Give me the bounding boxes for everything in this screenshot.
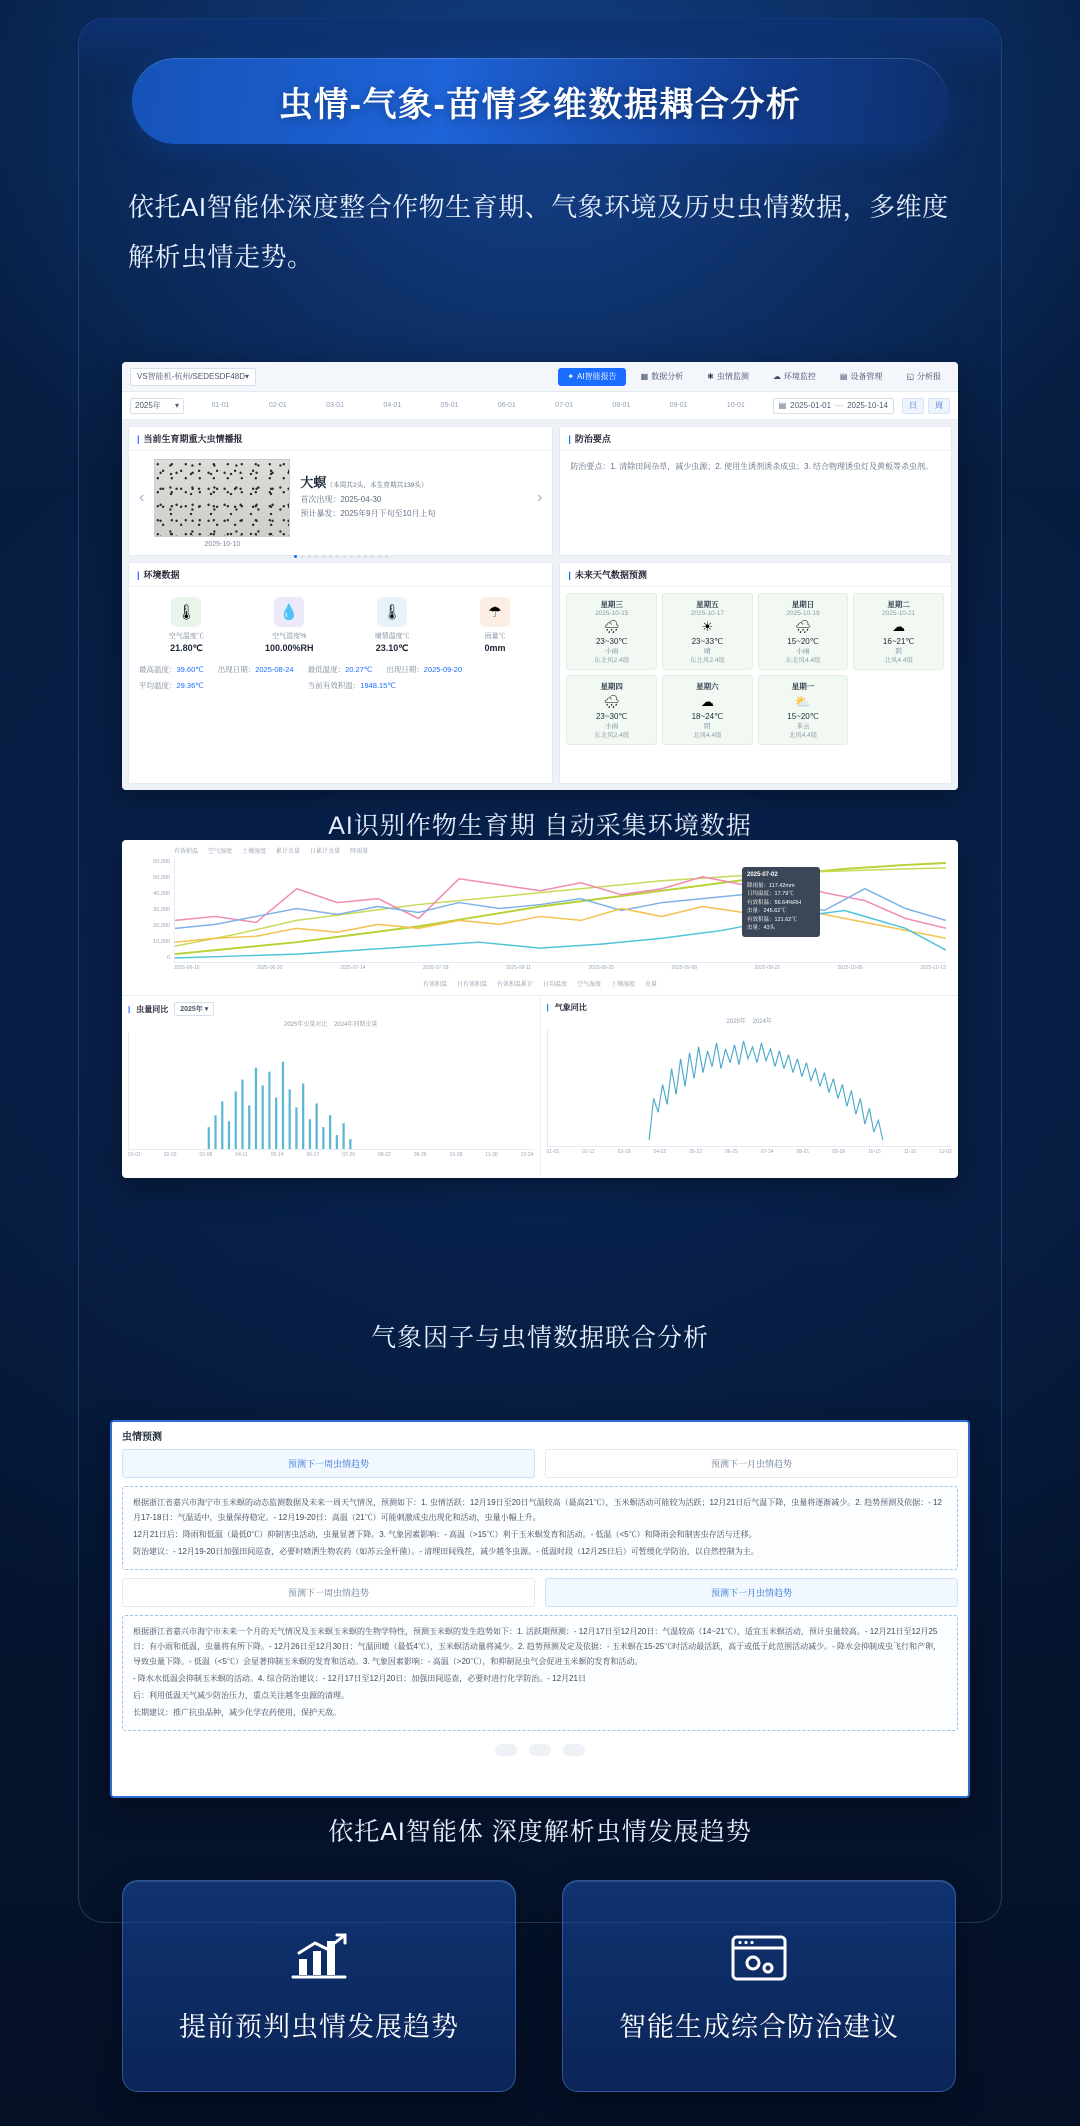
weather-comparison-legend bbox=[547, 1016, 953, 1025]
forecast-tabs-row2 bbox=[112, 1578, 968, 1607]
wind: 东北风4.4级 bbox=[785, 657, 821, 664]
pest-info bbox=[300, 476, 527, 521]
wind: 北风4.4级 bbox=[693, 732, 722, 739]
max-temp-date-label: 出现日期： bbox=[217, 665, 256, 674]
x-tick: 02-11 bbox=[582, 1149, 595, 1155]
tooltip-key: 降雨量： bbox=[747, 882, 770, 889]
weather-days bbox=[560, 587, 951, 751]
forecast-tabs-row1 bbox=[112, 1449, 968, 1478]
y-tick: 0 bbox=[166, 955, 170, 961]
metric-value: 0mm bbox=[484, 643, 506, 653]
weather-line-svg bbox=[548, 1029, 953, 1146]
x-tick: 02-03 bbox=[163, 1152, 177, 1158]
tooltip-key: 日均温度： bbox=[747, 891, 775, 897]
tab-week-forecast[interactable]: 预测下一周虫情趋势 bbox=[122, 1449, 535, 1478]
weekday: 星期日 bbox=[791, 600, 815, 609]
x-tick: 2025-10-06 bbox=[837, 965, 863, 971]
x-tick: 10-28 bbox=[449, 1152, 463, 1158]
weekday: 星期二 bbox=[887, 600, 910, 609]
pest-photo-date: 2025-10-10 bbox=[204, 541, 241, 548]
legend-item: 降雨量 bbox=[350, 849, 369, 855]
x-tick: 04-11 bbox=[235, 1152, 248, 1158]
rain-icon: 🌧 bbox=[603, 694, 620, 709]
environment-title: | 环境数据 bbox=[129, 563, 552, 587]
outbreak-label: 预计暴发： bbox=[300, 508, 341, 518]
legend-item: 2024年同期虫量 bbox=[334, 1022, 378, 1028]
pest-broadcast-card bbox=[128, 426, 553, 556]
chart-legend-top bbox=[128, 846, 952, 855]
min-temp-value: 20.27℃ bbox=[345, 665, 373, 674]
tooltip-key: 有效积温： bbox=[747, 916, 775, 923]
legend-item: 有效积温 bbox=[174, 849, 199, 855]
wind: 东北风2.4级 bbox=[594, 732, 630, 739]
x-tick: 12-02 bbox=[939, 1149, 952, 1155]
tab-week-forecast-2[interactable]: 预测下一周虫情趋势 bbox=[122, 1578, 535, 1607]
range-dash: — bbox=[835, 401, 844, 410]
temp-range: 23~30℃ bbox=[595, 712, 628, 721]
y-tick: 10,000 bbox=[153, 939, 170, 945]
accum-temp-label: 当前有效积温： bbox=[307, 681, 361, 690]
pest-name: 大螟 bbox=[300, 474, 327, 490]
legend-item[interactable]: 日有效积温 bbox=[456, 982, 487, 988]
metric-label: 雨量℃ bbox=[484, 633, 506, 640]
avg-temp-value: 29.36℃ bbox=[176, 681, 204, 690]
temp-range: 15~20℃ bbox=[787, 637, 819, 646]
timeline-ticks bbox=[192, 402, 765, 409]
sparkle-icon: ✦ bbox=[567, 372, 575, 381]
wind: 东北风2.4级 bbox=[689, 657, 725, 664]
pest-bar-svg bbox=[129, 1032, 534, 1149]
tooltip-value: 56.64%RH bbox=[774, 899, 802, 906]
weather-day bbox=[566, 593, 657, 670]
forecast-para: - 降水水低温会抑制玉米螟的活动。4. 综合防治建议：- 12月17日至12月20日：加强田间巡查，必要时进行化学防治。- 12月21日 bbox=[133, 1674, 586, 1683]
environment-metrics bbox=[129, 587, 552, 658]
x-tick: 2025-09-08 bbox=[671, 965, 698, 971]
device-manage-button[interactable] bbox=[831, 368, 892, 386]
caption-shot1: AI识别作物生育期 自动采集环境数据 bbox=[328, 812, 752, 840]
legend-item: 2025年虫量对比 bbox=[284, 1022, 328, 1028]
pest-year-select[interactable]: 2025年 ▾ bbox=[174, 1002, 214, 1016]
weather-title: | 未来天气数据预测 bbox=[560, 563, 951, 587]
device-manage-label: 设备管理 bbox=[850, 372, 883, 381]
metric-value: 23.10℃ bbox=[375, 643, 409, 653]
pest-comparison-panel bbox=[122, 996, 540, 1177]
tick: 01-01 bbox=[211, 402, 230, 409]
metric-soil-temp bbox=[341, 597, 444, 654]
chart-legend-bottom bbox=[128, 979, 952, 988]
pest-broadcast-body bbox=[129, 451, 552, 548]
ai-report-label: AI智能报告 bbox=[577, 372, 617, 381]
timeline-bar bbox=[122, 392, 958, 420]
page-title bbox=[132, 58, 948, 144]
temp-range: 16~21℃ bbox=[882, 637, 915, 646]
placeholder-chip[interactable] bbox=[563, 1744, 585, 1756]
screenshot-dashboard bbox=[122, 362, 958, 790]
weather-x-labels bbox=[547, 1149, 953, 1155]
legend-item: 2024年 bbox=[752, 1019, 772, 1025]
partly-cloudy-icon: ⛅ bbox=[794, 694, 812, 709]
date: 2025-10-21 bbox=[882, 610, 916, 617]
rain-icon: 🌧 bbox=[794, 619, 812, 634]
month-forecast-text bbox=[122, 1615, 958, 1731]
humidity-icon: 💧 bbox=[274, 597, 304, 627]
pest-bar-chart bbox=[128, 1032, 534, 1150]
x-tick: 2025-10-13 bbox=[920, 965, 946, 971]
caption-shot2: 气象因子与虫情数据联合分析 bbox=[370, 1324, 709, 1352]
x-tick: 11-10 bbox=[903, 1149, 917, 1155]
quick-week-button[interactable]: 周 bbox=[928, 398, 950, 414]
pest-x-labels bbox=[128, 1152, 534, 1158]
tooltip-key: 虫量： bbox=[747, 925, 764, 931]
accum-temp-value: 1948.15℃ bbox=[360, 681, 396, 690]
x-tick: 06-25 bbox=[724, 1149, 738, 1155]
dashboard-body bbox=[122, 420, 958, 790]
y-tick: 60,000 bbox=[153, 859, 170, 865]
data-analysis-label: 数据分析 bbox=[651, 372, 684, 381]
x-tick: 01-01 bbox=[128, 1152, 141, 1158]
rain-icon: ☂ bbox=[480, 597, 510, 627]
data-analysis-button[interactable] bbox=[632, 368, 693, 386]
x-tick: 10-15 bbox=[868, 1149, 881, 1155]
x-tick: 01-01 bbox=[546, 1149, 560, 1155]
condition: 多云 bbox=[796, 723, 810, 730]
pest-comparison-header bbox=[128, 1002, 534, 1016]
x-tick: 05-14 bbox=[270, 1152, 284, 1158]
legend-item[interactable]: 日均温度 bbox=[542, 982, 567, 988]
trend-up-chart-icon bbox=[284, 1929, 354, 1987]
y-tick: 30,000 bbox=[153, 907, 170, 913]
condition: 晴 bbox=[704, 648, 711, 655]
x-tick: 2025-07-28 bbox=[422, 965, 449, 971]
dashboard-left-column bbox=[128, 426, 553, 784]
avg-temp-label: 平均温度： bbox=[139, 681, 177, 690]
metric-label: 空气湿度% bbox=[272, 633, 307, 640]
week-forecast-text bbox=[122, 1486, 958, 1570]
tooltip-date: 2025-07-02 bbox=[747, 872, 778, 878]
x-tick: 12-24 bbox=[520, 1152, 534, 1158]
weather-day bbox=[758, 593, 849, 670]
legend-item: 2025年 bbox=[726, 1019, 746, 1025]
min-temp-date-value: 2025-09-20 bbox=[423, 665, 463, 674]
carousel-prev-icon[interactable]: ‹ bbox=[139, 489, 145, 506]
soil-temp-icon: 🌡 bbox=[377, 597, 407, 627]
weather-forecast-card bbox=[559, 562, 952, 784]
tooltip-value: 117.42mm bbox=[769, 882, 795, 889]
report-icon: ◱ bbox=[906, 372, 914, 381]
tab-month-forecast-2[interactable]: 预测下一月虫情趋势 bbox=[545, 1578, 958, 1607]
legend-item[interactable]: 空气湿度 bbox=[577, 982, 602, 988]
x-tick: 08-21 bbox=[796, 1149, 810, 1155]
tooltip-value: 43头 bbox=[763, 925, 776, 931]
first-seen-label: 首次出现： bbox=[300, 494, 341, 504]
temp-range: 23~30℃ bbox=[595, 637, 628, 646]
sun-icon: ☀ bbox=[701, 619, 714, 634]
pest-comparison-legend bbox=[128, 1019, 534, 1028]
tick: 07-01 bbox=[555, 402, 574, 409]
date-range-picker[interactable] bbox=[773, 398, 894, 414]
condition: 小雨 bbox=[796, 648, 810, 655]
x-tick: 09-25 bbox=[413, 1152, 427, 1158]
thermometer-icon: 🌡 bbox=[171, 597, 201, 627]
x-tick: 03-08 bbox=[199, 1152, 213, 1158]
x-axis-labels bbox=[174, 965, 946, 977]
device-select[interactable] bbox=[130, 368, 256, 386]
y-axis-left bbox=[128, 859, 172, 977]
tick: 04-01 bbox=[383, 402, 402, 409]
x-tick: 07-24 bbox=[760, 1149, 774, 1155]
outbreak-value: 2025年9月下旬至10月上旬 bbox=[340, 508, 436, 518]
weather-day bbox=[853, 593, 944, 670]
max-temp-label: 最高温度： bbox=[139, 665, 177, 674]
x-tick: 11-30 bbox=[485, 1152, 498, 1158]
date: 2025-10-19 bbox=[786, 610, 820, 617]
prevention-card bbox=[559, 426, 952, 556]
feature-card-advice-label: 智能生成综合防治建议 bbox=[619, 2011, 899, 2042]
legend-item[interactable]: 虫量 bbox=[645, 982, 658, 988]
weather-day bbox=[566, 675, 657, 745]
forecast-para: 长期建议：推广抗虫品种，减少化学农药使用，保护天敌。 bbox=[133, 1708, 341, 1717]
min-temp-label: 最低温度： bbox=[307, 665, 346, 674]
report-button[interactable] bbox=[897, 368, 950, 386]
tooltip-value: 121.62℃ bbox=[774, 916, 797, 923]
metric-label: 空气温度℃ bbox=[168, 633, 204, 640]
multi-series-chart-panel bbox=[122, 840, 958, 996]
wind: 北风4.4级 bbox=[788, 732, 818, 739]
x-tick: 09-18 bbox=[832, 1149, 846, 1155]
feature-card-advice[interactable] bbox=[562, 1880, 956, 2092]
pest-count-note: （本周共2头，本生育期共139头） bbox=[326, 481, 428, 489]
caption-shot3: 依托AI智能体 深度解析虫情发展趋势 bbox=[328, 1818, 752, 1846]
chevron-down-icon: ▾ bbox=[245, 372, 250, 381]
forecast-para: 后：利用低温天气减少防治压力，重点关注越冬虫源的清理。 bbox=[133, 1691, 349, 1700]
date: 2025-10-15 bbox=[595, 610, 629, 617]
pest-monitor-label: 虫情监测 bbox=[716, 372, 749, 381]
settings-window-icon bbox=[724, 1929, 794, 1987]
placeholder-chip[interactable] bbox=[529, 1744, 551, 1756]
quick-day-button[interactable]: 日 bbox=[902, 398, 924, 414]
rain-icon: 🌧 bbox=[603, 619, 620, 634]
weather-line-chart bbox=[547, 1029, 953, 1147]
legend-item: 空气湿度 bbox=[208, 849, 233, 855]
condition: 阴 bbox=[704, 723, 711, 730]
tick: 09-01 bbox=[669, 402, 688, 409]
pest-comparison-title: | 虫量同比 bbox=[136, 1004, 169, 1014]
line-chart-svg bbox=[175, 859, 946, 962]
environment-stats bbox=[129, 658, 552, 702]
screenshot-analysis bbox=[122, 840, 958, 1178]
forecast-para: 根据浙江省嘉兴市海宁市玉米螟的动态监测数据及未来一周天气情况，预测如下：1. 虫情活跃：12月19日至20日气温较高（最高21℃），玉米螟活动可能较为活跃；12月21日后气温下降，虫量将逐渐减少。2. 趋势预测及依据：- 12月17-18日：气温适中，虫量保持稳定。- 12月19-20日：高温（21℃）可能刺激成虫出现化和活动，虫量小幅上升。 bbox=[133, 1498, 942, 1522]
stats-row bbox=[139, 678, 542, 694]
forecast-title: 虫情预测 bbox=[122, 1432, 162, 1443]
tooltip-value: 245.62℃ bbox=[763, 908, 786, 914]
chevron-down-icon: ▾ bbox=[174, 401, 179, 410]
tick: 10-01 bbox=[726, 402, 745, 409]
forecast-para: 根据浙江省嘉兴市海宁市未来一个月的天气情况及玉米螟玉米螟的生物学特性，预测玉米螟的发生趋势如下：1. 活跃期预测：- 12月17日至12月20日：气温较高（14~21℃），适宜玉米螟活动，预计虫量较高。- 12月21日至12月25日：有小雨和低温，虫量将有所下降。- 12月26日至12月30日：气温回暖（最低4℃），玉米螟活动量将减少。2. 趋势预测及定及依据：- 玉米螟在15-25℃时活动最活跃，高于或低于此范围活动减少。- 降水会抑制成虫飞行和产卵，导致虫量下降。- 低温（<5℃）会显著抑制玉米螟的发育和活动。3. 气象因素影响：- 高温（>20℃），和抑制昆虫气会促进玉米螟的发育和活动。 bbox=[133, 1627, 942, 1666]
y-tick: 20,000 bbox=[153, 923, 170, 929]
pest-monitor-button[interactable] bbox=[698, 368, 758, 386]
metric-value: 21.80℃ bbox=[170, 643, 203, 653]
weather-day bbox=[662, 675, 753, 745]
tick: 03-01 bbox=[326, 402, 345, 409]
dashboard-right-column bbox=[559, 426, 952, 784]
report-label: 分析报 bbox=[917, 372, 941, 381]
tooltip-key: 虫量： bbox=[747, 908, 764, 914]
x-tick: 07-20 bbox=[342, 1152, 356, 1158]
max-temp-value: 39.60℃ bbox=[176, 665, 204, 674]
legend-item[interactable]: 有效积温 bbox=[422, 982, 447, 988]
env-monitor-label: 环境监控 bbox=[783, 372, 816, 381]
year-select-value: 2025年 bbox=[135, 401, 161, 410]
wind: 北风4.4级 bbox=[884, 657, 913, 664]
x-tick: 03-19 bbox=[617, 1149, 631, 1155]
weekday: 星期一 bbox=[791, 682, 815, 691]
environment-card bbox=[128, 562, 553, 784]
cloud-icon: ☁ bbox=[700, 694, 714, 709]
first-seen-value: 2025-04-30 bbox=[340, 494, 382, 504]
range-start: 2025-01-01 bbox=[790, 401, 832, 410]
pest-photo bbox=[154, 459, 290, 548]
temp-range: 18~24℃ bbox=[691, 712, 724, 721]
condition: 小雨 bbox=[605, 648, 619, 655]
legend-item[interactable]: 土壤湿度 bbox=[611, 982, 636, 988]
metric-rain bbox=[444, 597, 547, 654]
calendar-icon: ▤ bbox=[778, 401, 787, 410]
env-monitor-button[interactable] bbox=[764, 368, 825, 386]
condition: 阴 bbox=[895, 648, 902, 655]
chart-tooltip bbox=[742, 867, 820, 937]
stats-row bbox=[139, 662, 542, 678]
wind: 东北风2.4级 bbox=[594, 657, 630, 664]
forecast-footer-controls bbox=[112, 1739, 968, 1761]
prevention-text: 防治要点：1. 清除田间杂草，减少虫源；2. 使用生诱剂诱杀成虫；3. 结合物理诱虫灯及黄板等杀虫剂。 bbox=[570, 462, 934, 471]
weekday: 星期五 bbox=[696, 600, 719, 609]
cloud-icon: ☁ bbox=[892, 619, 906, 634]
temp-range: 23~33℃ bbox=[691, 637, 724, 646]
range-quick-buttons bbox=[902, 398, 950, 414]
feature-card-forecast-label: 提前预判虫情发展趋势 bbox=[179, 2011, 459, 2042]
weekday: 星期三 bbox=[600, 600, 623, 609]
x-tick: 08-22 bbox=[377, 1152, 391, 1158]
x-tick: 2025-06-16 bbox=[174, 965, 200, 971]
forecast-para: 12月21日后：降雨和低温（最低0℃）抑制害虫活动，虫量显著下降。3. 气象因素影响：- 高温（>15℃）利于玉米螟发育和活动。- 低温（<5℃）和降雨会和制害虫存活与迁移。 bbox=[133, 1530, 757, 1539]
device-icon: ▤ bbox=[839, 372, 848, 381]
metric-air-temp bbox=[135, 597, 238, 654]
ai-report-button[interactable] bbox=[558, 368, 625, 386]
date: 2025-10-17 bbox=[690, 610, 724, 617]
intro-text: 依托AI智能体深度整合作物生育期、气象环境及历史虫情数据，多维度解析虫情走势。 bbox=[128, 192, 949, 272]
device-select-value: VS智能机-杭州/SEDESDF48D bbox=[137, 372, 246, 381]
weekday: 星期六 bbox=[696, 682, 719, 691]
chart-icon: ▦ bbox=[640, 372, 649, 381]
x-tick: 2025-08-11 bbox=[505, 965, 532, 971]
tooltip-key: 有效积温： bbox=[747, 899, 775, 906]
tick: 06-01 bbox=[497, 402, 516, 409]
screenshot-forecast bbox=[110, 1420, 970, 1798]
pest-year-value: 2025年 bbox=[180, 1006, 203, 1013]
carousel-next-icon[interactable]: › bbox=[537, 489, 543, 506]
year-select[interactable] bbox=[130, 398, 184, 414]
legend-item: 累计虫量 bbox=[276, 849, 301, 855]
forecast-para: 防治建议：- 12月19-20日加强田间巡查，必要时喷洒生物农药（如苏云金杆菌）。- 清理田间残茬，减少越冬虫源。- 低温时段（12月25日后）可暂缓化学防治，以自然控制为主。 bbox=[133, 1547, 759, 1556]
weather-comparison-panel bbox=[540, 996, 959, 1177]
x-tick: 04-22 bbox=[653, 1149, 667, 1155]
x-tick: 05-22 bbox=[689, 1149, 702, 1155]
tooltip-value: 17.79℃ bbox=[774, 891, 794, 897]
pest-broadcast-title: | 当前生育期重大虫情播报 bbox=[129, 427, 552, 451]
legend-item: 日累计虫量 bbox=[310, 849, 341, 855]
tick: 02-01 bbox=[268, 402, 287, 409]
placeholder-chip[interactable] bbox=[495, 1744, 517, 1756]
tab-month-forecast[interactable]: 预测下一月虫情趋势 bbox=[545, 1449, 958, 1478]
legend-item[interactable]: 有效积温累计 bbox=[496, 982, 533, 988]
metric-value: 100.00%RH bbox=[265, 643, 314, 653]
weather-day bbox=[662, 593, 753, 670]
prevention-title: | 防治要点 bbox=[560, 427, 951, 451]
x-tick: 06-17 bbox=[306, 1152, 320, 1158]
temp-range: 15~20℃ bbox=[787, 712, 819, 721]
max-temp-date-value: 2025-08-24 bbox=[255, 665, 294, 674]
bug-icon: ✱ bbox=[707, 372, 714, 381]
weekday: 星期四 bbox=[600, 682, 623, 691]
tick: 08-01 bbox=[612, 402, 631, 409]
x-tick: 2025-07-14 bbox=[339, 965, 366, 971]
line-chart bbox=[128, 859, 952, 977]
feature-card-forecast[interactable] bbox=[122, 1880, 516, 2092]
x-tick: 2025-08-25 bbox=[588, 965, 615, 971]
range-end: 2025-10-14 bbox=[847, 401, 888, 410]
legend-item: 土壤湿度 bbox=[242, 849, 267, 855]
page-title-text: 虫情-气象-苗情多维数据耦合分析 bbox=[278, 85, 802, 124]
dashboard-toolbar bbox=[122, 362, 958, 392]
weather-comparison-title: | 气象同比 bbox=[554, 1003, 587, 1012]
condition: 小雨 bbox=[605, 723, 619, 730]
y-tick: 40,000 bbox=[153, 891, 170, 897]
min-temp-date-label: 出现日期： bbox=[386, 665, 424, 674]
line-chart-plot bbox=[174, 859, 946, 963]
x-tick: 2025-09-22 bbox=[754, 965, 780, 971]
metric-humidity bbox=[238, 597, 341, 654]
y-tick: 50,000 bbox=[153, 875, 170, 881]
comparison-panels bbox=[122, 996, 958, 1177]
metric-label: 墒情温度℃ bbox=[374, 633, 410, 640]
weather-comparison-header bbox=[547, 1002, 953, 1013]
x-tick: 2025-06-30 bbox=[256, 965, 283, 971]
weather-day bbox=[758, 675, 849, 745]
tick: 05-01 bbox=[440, 402, 459, 409]
cloud-icon: ☁ bbox=[772, 372, 781, 381]
